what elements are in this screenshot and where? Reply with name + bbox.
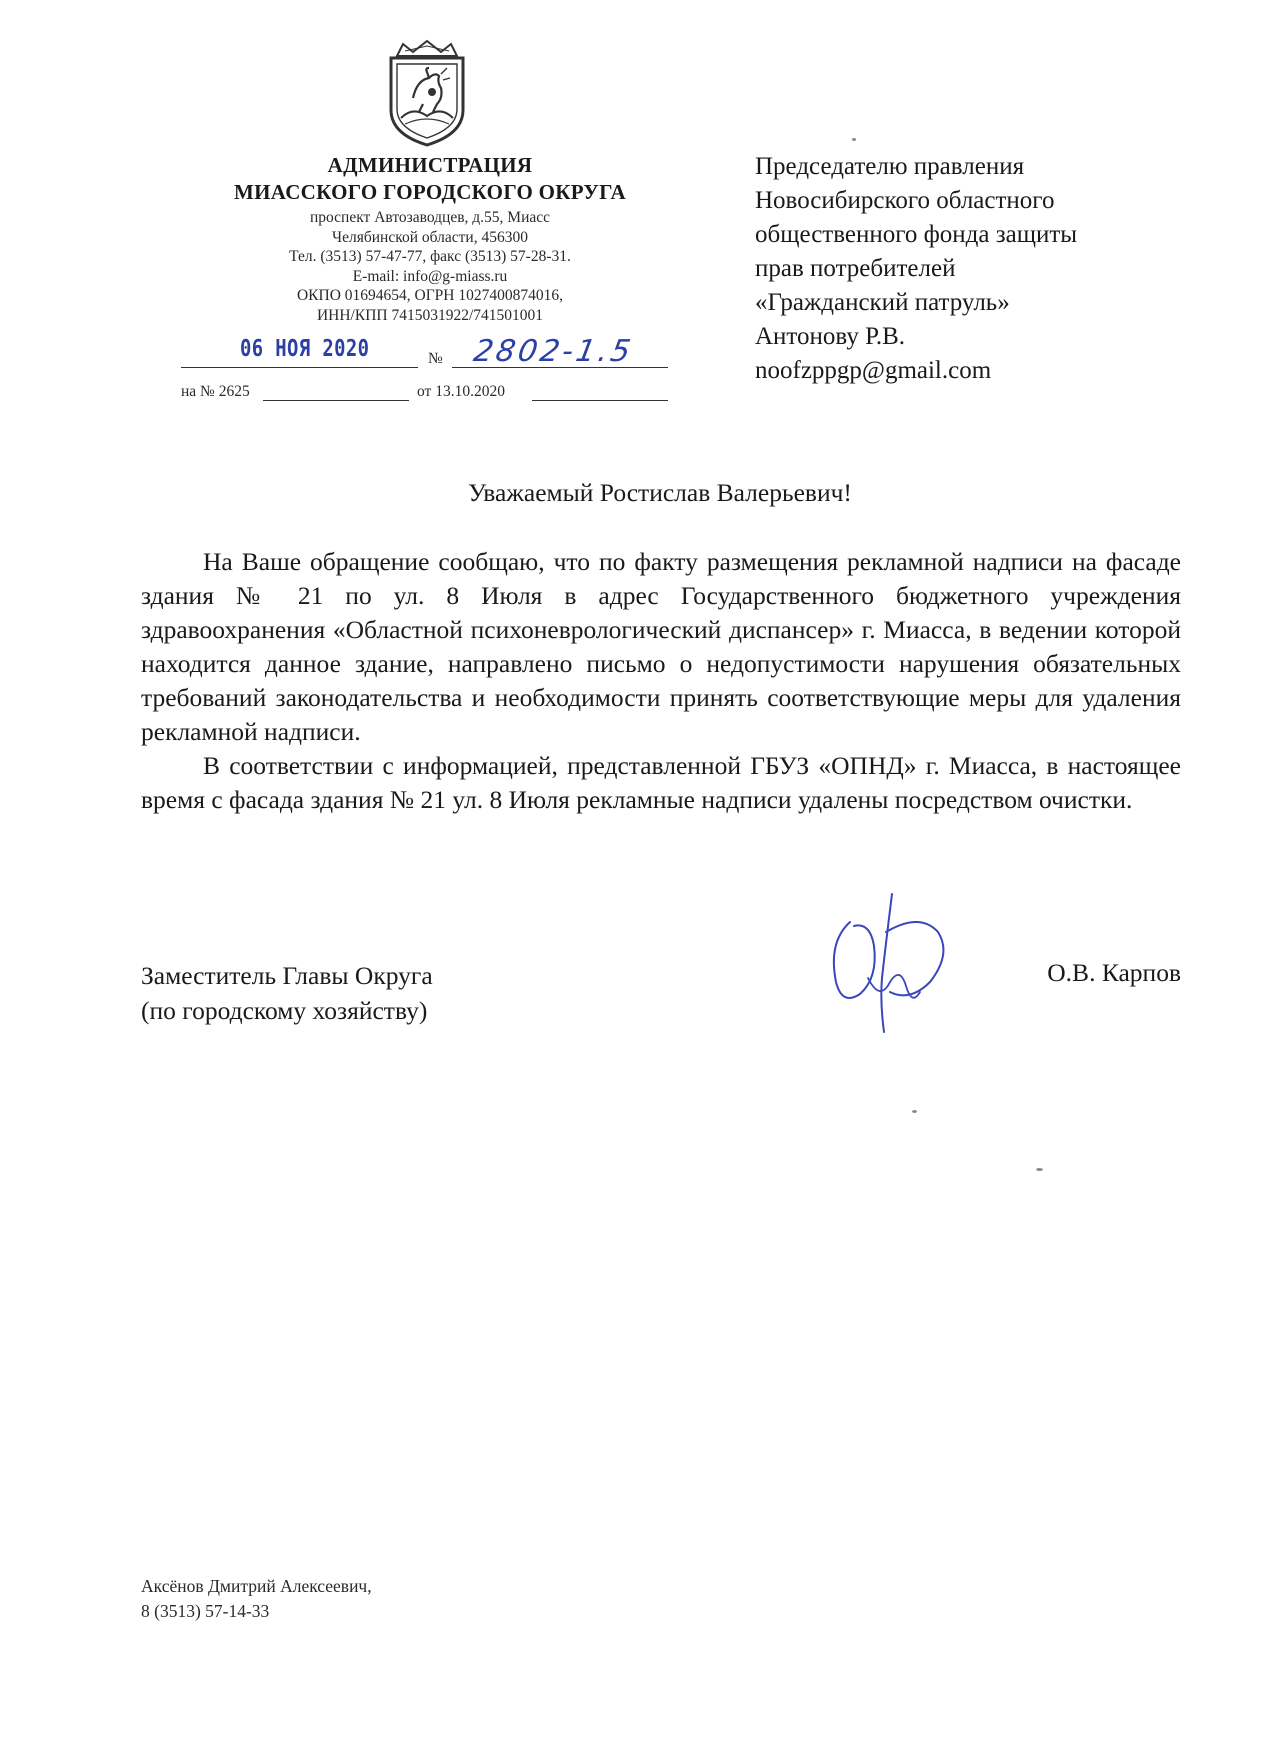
recipient-line: прав потребителей: [755, 255, 956, 282]
reference-underline: [263, 400, 409, 401]
recipient-line: «Гражданский патруль»: [755, 289, 1010, 316]
salutation: Уважаемый Ростислав Валерьевич!: [468, 478, 852, 507]
org-phone: Тел. (3513) 57-47-77, факс (3513) 57-28-31.: [289, 248, 571, 265]
reference-number: на № 2625: [181, 383, 250, 400]
org-name-line2: МИАССКОГО ГОРОДСКОГО ОКРУГА: [234, 180, 626, 204]
date-underline: [181, 367, 418, 368]
letter-body: [141, 545, 1181, 817]
reference-date-underline: [532, 400, 668, 401]
number-label: №: [428, 350, 443, 367]
org-inn: ИНН/КПП 7415031922/741501001: [316, 306, 544, 324]
recipient-line: Антонову Р.В.: [755, 323, 906, 350]
executor-name: Аксёнов Дмитрий Алексеевич,: [141, 1576, 372, 1596]
date-stamp: 06 НОЯ 2020: [240, 336, 370, 362]
org-address-line1: проспект Автозаводцев, д.55, Миасс: [309, 209, 551, 226]
handwritten-outgoing-number: 2802-1.5: [470, 334, 636, 369]
executor-info: [141, 1574, 372, 1624]
body-paragraph: В соответствии с информацией, представленной ГБУЗ «ОПНД» г. Миасса, в настоящее время с фасада здания № 21 ул. 8 Июля рекламные надписи удалены посредством очистки.: [141, 751, 1181, 814]
organization-letterhead: [170, 152, 690, 325]
executor-phone: 8 (3513) 57-14-33: [141, 1601, 270, 1621]
signer-position-line1: Заместитель Главы Округа: [141, 961, 433, 990]
org-address-line2: Челябинской области, 456300: [332, 228, 528, 246]
signer-name: О.В. Карпов: [1047, 958, 1181, 987]
recipient-line: общественного фонда защиты: [755, 221, 1078, 248]
recipient-block: [755, 150, 1255, 388]
org-name-line1: АДМИНИСТРАЦИЯ: [327, 153, 533, 177]
org-email: E-mail: info@g-miass.ru: [352, 267, 508, 285]
scan-speck: [912, 1110, 917, 1113]
scan-speck: [852, 138, 856, 141]
signer-position-line2: (по городскому хозяйству): [141, 996, 428, 1025]
scan-speck: [1036, 1168, 1043, 1171]
handwritten-signature-icon: [820, 882, 970, 1042]
coat-of-arms-icon: [383, 38, 471, 148]
recipient-line: Новосибирского областного: [755, 187, 1055, 214]
org-okpo: ОКПО 01694654, ОГРН 1027400874016,: [296, 287, 563, 304]
reference-date: от 13.10.2020: [417, 383, 505, 400]
body-paragraph: На Ваше обращение сообщаю, что по факту размещения рекламной надписи на фасаде здания № 21 по ул. 8 Июля в адрес Государственного бюджетного учреждения здравоохранения «Областной психоневрологический диспансер» г. Миасса, в ведении которой находится данное здание, направлено письмо о недопустимости нарушения обязательных требований законодательства и необходимости принять соответствующие меры для удаления рекламной надписи.: [141, 547, 1181, 746]
recipient-email: noofzppgp@gmail.com: [755, 357, 992, 384]
signer-position: [141, 958, 433, 1028]
recipient-line: Председателю правления: [755, 153, 1025, 180]
